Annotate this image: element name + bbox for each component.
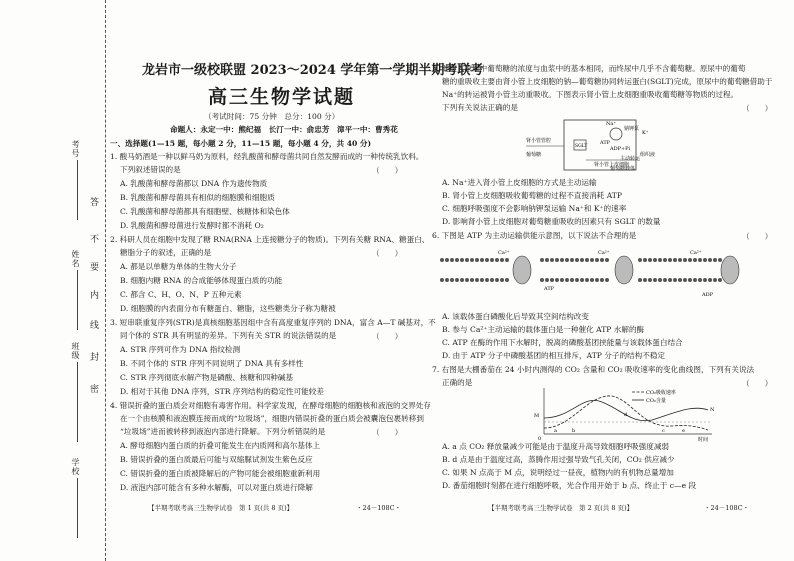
lipid-head bbox=[570, 258, 574, 262]
diagram-label: Ca²⁺ bbox=[598, 250, 610, 256]
lipid-head bbox=[460, 278, 464, 282]
lipid-head bbox=[698, 278, 702, 282]
q1-option-d: D. 乳酸菌和酵母菌进行发酵时都不消耗 O₂ bbox=[120, 221, 264, 230]
q7-stem-line: 7. 右图是大棚番茄在 24 小时内测得的 CO₂ 含量和 CO₂ 吸收速率的变化曲线图，下列有关说法 bbox=[432, 365, 755, 374]
chart-point-label: d bbox=[624, 412, 628, 418]
q3-stem-line: 同个体的 STR 具有明显的差异。下列有关 STR 的说法错误的是 bbox=[120, 331, 337, 340]
legend-uptake: CO₂吸收速率 bbox=[646, 390, 676, 396]
q5-option-b: B. 肾小管上皮细胞吸收葡萄糖的过程不直接消耗 ATP bbox=[442, 191, 622, 200]
diagram-label: SGLT bbox=[575, 144, 588, 149]
lipid-head bbox=[605, 258, 609, 262]
lipid-head bbox=[703, 278, 707, 282]
lipid-head bbox=[560, 278, 564, 282]
q7-co2-chart bbox=[532, 384, 732, 442]
membrane-bilayer-group bbox=[440, 256, 739, 284]
lipid-head bbox=[678, 278, 682, 282]
lipid-head bbox=[465, 278, 469, 282]
lipid-head bbox=[658, 258, 662, 262]
q7-stem-line: 正确的是 bbox=[442, 378, 473, 387]
lipid-head bbox=[465, 258, 469, 262]
q3-stem-line: 3. 短串联重复序列(STR)是真核细胞基因组中含有高度重复序列的 DNA，富含 A—T 碱基对，不 bbox=[110, 318, 436, 327]
lipid-head bbox=[485, 278, 489, 282]
q4-option-a: A. 酵母细胞内蛋白质的折叠可能发生在内质网和高尔基体上 bbox=[120, 441, 321, 450]
q2-stem-line: 2. 科研人员在细胞中发现了糖 RNA(RNA 上连接糖分子的物质)。下列有关糖 RNA、糖蛋白、 bbox=[110, 235, 430, 244]
answer-paren: （ ） bbox=[742, 104, 773, 113]
label-school: 学校 bbox=[71, 458, 80, 476]
seal-char: 封 bbox=[90, 353, 100, 363]
lipid-head bbox=[595, 278, 599, 282]
label-class: 班级 bbox=[71, 342, 80, 360]
q6-option-a: A. 该载体蛋白磷酸化后导致其空间结构改变 bbox=[442, 312, 589, 321]
chart-x-label: 时间 bbox=[698, 437, 709, 442]
lipid-head bbox=[678, 258, 682, 262]
q1-stem-line: 下列叙述错误的是 bbox=[120, 165, 181, 174]
q1-stem-line: 1. 酸马奶酒是一种以鲜马奶为原料，经乳酸菌和酵母菌共同自然发酵而成的一种传统乳饮料。 bbox=[110, 152, 424, 161]
q3-option-b: B. 不同个体的 STR 序列不同说明了 DNA 具有多样性 bbox=[120, 359, 304, 368]
lipid-head bbox=[440, 258, 444, 262]
lipid-head bbox=[500, 278, 504, 282]
q6-option-c: C. ATP 在酶的作用下水解时，脱离的磷酸基团挟能量与该载体蛋白结合 bbox=[442, 338, 683, 347]
lipid-head bbox=[605, 278, 609, 282]
q4-option-d: D. 液泡内部可能含有多种水解酶，可以对蛋白质进行降解 bbox=[120, 483, 313, 492]
lipid-head bbox=[713, 258, 717, 262]
q7-option-a: A. a 点 CO₂ 释放量减少可能是由于温度升高导致细胞呼吸强度减弱 bbox=[442, 442, 670, 451]
pump-symbol bbox=[610, 128, 622, 140]
field-line-class bbox=[77, 362, 78, 442]
lipid-head bbox=[688, 258, 692, 262]
footer-code: ・24－108C・ bbox=[356, 504, 402, 512]
exam-info: （考试时间：75 分钟 总分：100 分） bbox=[204, 112, 340, 121]
lipid-head bbox=[653, 258, 657, 262]
q3-option-c: C. STR 序列彻底水解产物是磷酸、核糖和四种碱基 bbox=[120, 373, 294, 382]
q7-option-d: D. 番茄细胞时刻都在进行细胞呼吸，光合作用开始于 b 点、终止于 c—e 段 bbox=[442, 481, 697, 490]
diagram-label: Ca²⁺ bbox=[690, 250, 702, 256]
lipid-head bbox=[663, 278, 667, 282]
lipid-head bbox=[450, 258, 454, 262]
q6-option-b: B. 参与 Ca²⁺主动运输的载体蛋白是一种催化 ATP 水解的酶 bbox=[442, 325, 645, 334]
q4-option-c: C. 错误折叠的蛋白质被降解后的产物可能会被细胞重新利用 bbox=[120, 469, 321, 478]
lipid-head bbox=[693, 258, 697, 262]
q1-option-c: C. 乳酸菌和酵母菌都具有细胞壁、核糖体和染色体 bbox=[120, 207, 290, 216]
lipid-head bbox=[470, 258, 474, 262]
lipid-head bbox=[718, 258, 722, 262]
lipid-head bbox=[490, 278, 494, 282]
binding-strip bbox=[0, 0, 106, 561]
q5-option-a: A. Na⁺进入肾小管上皮细胞的方式是主动运输 bbox=[442, 178, 597, 187]
lipid-head bbox=[638, 258, 642, 262]
q6-stem-line: 6. 下图是 ATP 为主动运输供能示意图，以下说法不合理的是 bbox=[432, 231, 637, 240]
q3-option-a: A. STR 序列可作为 DNA 指纹检测 bbox=[120, 345, 241, 354]
chart-point-label: a bbox=[554, 428, 557, 434]
q5-option-d: D. 影响肾小管上皮细胞对葡萄糖重吸收的因素只有 SGLT 的数量 bbox=[442, 217, 661, 226]
q7-option-b: B. d 点是由于温度过高，蒸腾作用过强导致气孔关闭，CO₂ 供应减少 bbox=[442, 455, 675, 464]
q1-option-b: B. 乳酸菌和酵母菌具有相似的细胞膜和细胞质 bbox=[120, 193, 275, 202]
seal-char: 要 bbox=[90, 263, 100, 273]
lipid-head bbox=[600, 278, 604, 282]
lipid-head bbox=[485, 258, 489, 262]
lipid-head bbox=[585, 278, 589, 282]
answer-paren: （ ） bbox=[742, 232, 773, 241]
lipid-head bbox=[480, 258, 484, 262]
lipid-head bbox=[540, 258, 544, 262]
q2-option-d: D. 细胞膜的内表面分布有糖蛋白、糖脂，这些糖类分子称为糖被 bbox=[120, 304, 336, 313]
lipid-head bbox=[495, 278, 499, 282]
lipid-head bbox=[460, 258, 464, 262]
footer-page-info: 【半期考联考高三生物学试卷 第 1 页(共 8 页)】 bbox=[148, 504, 294, 512]
lipid-head bbox=[445, 258, 449, 262]
lipid-head bbox=[585, 258, 589, 262]
section-heading: 一、选择题(1—15 题，每小题 2 分，11—15 题，每小题 4 分，共 40 分) bbox=[110, 139, 372, 148]
lipid-head bbox=[475, 278, 479, 282]
lipid-head bbox=[550, 278, 554, 282]
lipid-head bbox=[505, 278, 509, 282]
lipid-head bbox=[708, 278, 712, 282]
lipid-head bbox=[480, 278, 484, 282]
lipid-head bbox=[565, 258, 569, 262]
lipid-head bbox=[545, 258, 549, 262]
lipid-head bbox=[643, 258, 647, 262]
lipid-head bbox=[440, 278, 444, 282]
lipid-head bbox=[555, 258, 559, 262]
exam-title: 龙岩市一级校联盟 2023～2024 学年第一学期半期考联考 bbox=[142, 63, 484, 78]
authors: 命题人：永定一中：熊纪福 长汀一中：俞忠芳 漳平一中：曹秀花 bbox=[170, 125, 398, 134]
diagram-label: 肾小管上皮细胞 bbox=[594, 162, 630, 168]
lipid-head bbox=[490, 258, 494, 262]
lipid-head bbox=[555, 278, 559, 282]
q6-membrane-diagram bbox=[440, 244, 740, 304]
q5-stem-line: Na⁺的转运被肾小管主动重吸收。下图表示肾小管上皮细胞重吸收葡萄糖等物质的过程。 bbox=[442, 90, 739, 99]
lipid-head bbox=[495, 258, 499, 262]
lipid-head bbox=[550, 258, 554, 262]
lipid-head bbox=[455, 258, 459, 262]
chart-point-label: b bbox=[572, 428, 576, 434]
q2-option-a: A. 都是以单糖为单体的生物大分子 bbox=[120, 262, 237, 271]
chart-point-label: N bbox=[710, 407, 715, 413]
seal-char: 密 bbox=[90, 385, 100, 395]
seal-char: 答 bbox=[90, 198, 100, 208]
lipid-head bbox=[560, 258, 564, 262]
answer-paren: （ ） bbox=[372, 166, 403, 175]
field-line-school bbox=[77, 478, 78, 538]
lipid-head bbox=[693, 278, 697, 282]
lipid-head bbox=[575, 258, 579, 262]
diagram-label: ATP bbox=[544, 286, 555, 292]
lipid-head bbox=[590, 258, 594, 262]
seal-char: 内 bbox=[90, 291, 100, 301]
lipid-head bbox=[575, 278, 579, 282]
lipid-head bbox=[668, 258, 672, 262]
q5-transport-diagram bbox=[524, 116, 664, 174]
diagram-label: 肾小管管腔 bbox=[526, 138, 552, 144]
lipid-head bbox=[668, 278, 672, 282]
field-line-exam-number bbox=[77, 160, 78, 220]
field-line-name bbox=[77, 270, 78, 330]
lipid-head bbox=[450, 278, 454, 282]
lipid-head bbox=[580, 278, 584, 282]
lipid-head bbox=[540, 278, 544, 282]
q6-option-d: D. 由于 ATP 分子中磷酸基团的相互排斥，ATP 分子的结构不稳定 bbox=[442, 351, 666, 360]
chart-origin-label: 0 bbox=[538, 436, 542, 442]
right-page bbox=[432, 0, 788, 561]
lipid-head bbox=[470, 278, 474, 282]
lipid-head bbox=[653, 278, 657, 282]
lipid-head bbox=[505, 258, 509, 262]
lipid-head bbox=[688, 278, 692, 282]
diagram-label: 主动转运 bbox=[620, 156, 641, 162]
chart-point-label: M bbox=[534, 413, 540, 419]
lipid-head bbox=[683, 258, 687, 262]
lipid-head bbox=[673, 278, 677, 282]
lipid-head bbox=[643, 278, 647, 282]
lipid-head bbox=[545, 278, 549, 282]
lipid-head bbox=[570, 278, 574, 282]
q5-option-c: C. 细胞呼吸强度不会影响钠钾泵运输 Na⁺和 K⁺的速率 bbox=[442, 204, 627, 213]
lipid-head bbox=[658, 278, 662, 282]
carrier-protein bbox=[513, 256, 531, 284]
q5-stem-line: 糖的重吸收主要由肾小管上皮细胞的钠—葡萄糖协同转运蛋白(SGLT)完成，原尿中的葡萄糖借助于 bbox=[442, 77, 773, 86]
lipid-head bbox=[648, 278, 652, 282]
lipid-head bbox=[718, 278, 722, 282]
answer-paren: （ ） bbox=[742, 379, 773, 388]
q4-stem-line: 4. 错误折叠的蛋白质会对细胞有毒害作用。科学家发现，在酵母细胞的细胞核和液泡的交界处存 bbox=[110, 401, 431, 410]
seal-char: 线 bbox=[90, 321, 100, 331]
lipid-head bbox=[600, 258, 604, 262]
subject-title: 高三生物学试题 bbox=[208, 86, 356, 108]
lipid-head bbox=[703, 258, 707, 262]
diagram-label: 组织液 bbox=[640, 152, 656, 158]
q2-stem-line: 糖脂分子的叙述，正确的是 bbox=[120, 248, 212, 257]
lipid-head bbox=[475, 258, 479, 262]
answer-paren: （ ） bbox=[372, 249, 403, 258]
answer-paren: （ ） bbox=[372, 332, 403, 341]
seal-char: 不 bbox=[90, 235, 100, 245]
q7-option-c: C. 如果 N 点高于 M 点，说明经过一昼夜，植物内的有机物总量增加 bbox=[442, 468, 674, 477]
diagram-label: Ca²⁺ bbox=[498, 250, 510, 256]
lipid-head bbox=[455, 278, 459, 282]
q4-stem-line: 在一个由核膜和液泡膜连接而成的“垃圾场”，细胞内错误折叠的蛋白质会被囊泡包裹转移到 bbox=[120, 414, 424, 423]
diagram-label: ATP bbox=[600, 140, 611, 146]
q3-option-d: D. 相对于其他 DNA 序列，STR 序列结构的稳定性可能较差 bbox=[120, 387, 324, 396]
q4-option-b: B. 错误折叠的蛋白质最后可能与双缩脲试剂发生紫色反应 bbox=[120, 455, 313, 464]
diagram-label: 葡萄糖 bbox=[526, 152, 542, 158]
lipid-head bbox=[590, 278, 594, 282]
lipid-head bbox=[713, 278, 717, 282]
answer-paren: （ ） bbox=[372, 428, 403, 437]
q2-option-b: B. 细胞内糖 RNA 的合成能够体现蛋白质的功能 bbox=[120, 276, 283, 285]
lipid-head bbox=[445, 278, 449, 282]
q5-stem-line: 5. 健康人原尿中葡萄糖的浓度与血浆中的基本相同，而终尿中几乎不含葡萄糖。原尿中的葡萄 bbox=[432, 64, 746, 73]
lipid-head bbox=[648, 258, 652, 262]
diagram-label: ADP bbox=[702, 292, 713, 298]
lipid-head bbox=[565, 278, 569, 282]
chart-point-label: c bbox=[662, 428, 665, 434]
lipid-head bbox=[683, 278, 687, 282]
lipid-head bbox=[638, 278, 642, 282]
footer-page-info: 【半期考联考高三生物学试卷 第 2 页(共 8 页)】 bbox=[488, 504, 634, 512]
lipid-head bbox=[663, 258, 667, 262]
diagram-label: K⁺ bbox=[642, 130, 649, 136]
lipid-head bbox=[595, 258, 599, 262]
lipid-head bbox=[500, 258, 504, 262]
lipid-head bbox=[708, 258, 712, 262]
diagram-label: ADP+Pi bbox=[610, 146, 631, 152]
legend-content: CO₂含量 bbox=[646, 398, 666, 404]
diagram-label: 钠钾泵 bbox=[624, 126, 640, 132]
diagram-label: Na⁺ bbox=[606, 121, 616, 127]
label-name: 姓名 bbox=[71, 250, 80, 268]
diagram-label: 葡萄糖载体 bbox=[610, 166, 636, 172]
q5-stem-line: 下列有关说法正确的是 bbox=[442, 103, 518, 112]
carrier-protein bbox=[721, 256, 739, 284]
label-exam-number: 考号 bbox=[71, 140, 80, 158]
chart-point-label: e bbox=[682, 428, 685, 434]
lipid-head bbox=[673, 258, 677, 262]
q4-stem-line: “垃圾场”进而被转移到液泡内部进行降解。下列分析错误的是 bbox=[120, 427, 326, 436]
footer-code: ・24－108C・ bbox=[704, 504, 750, 512]
carrier-protein bbox=[615, 256, 633, 284]
q1-option-a: A. 乳酸菌和酵母菌都以 DNA 作为遗传物质 bbox=[120, 179, 268, 188]
lipid-head bbox=[698, 258, 702, 262]
lipid-head bbox=[580, 258, 584, 262]
q2-option-c: C. 都含 C、H、O、N、P 五种元素 bbox=[120, 290, 242, 299]
